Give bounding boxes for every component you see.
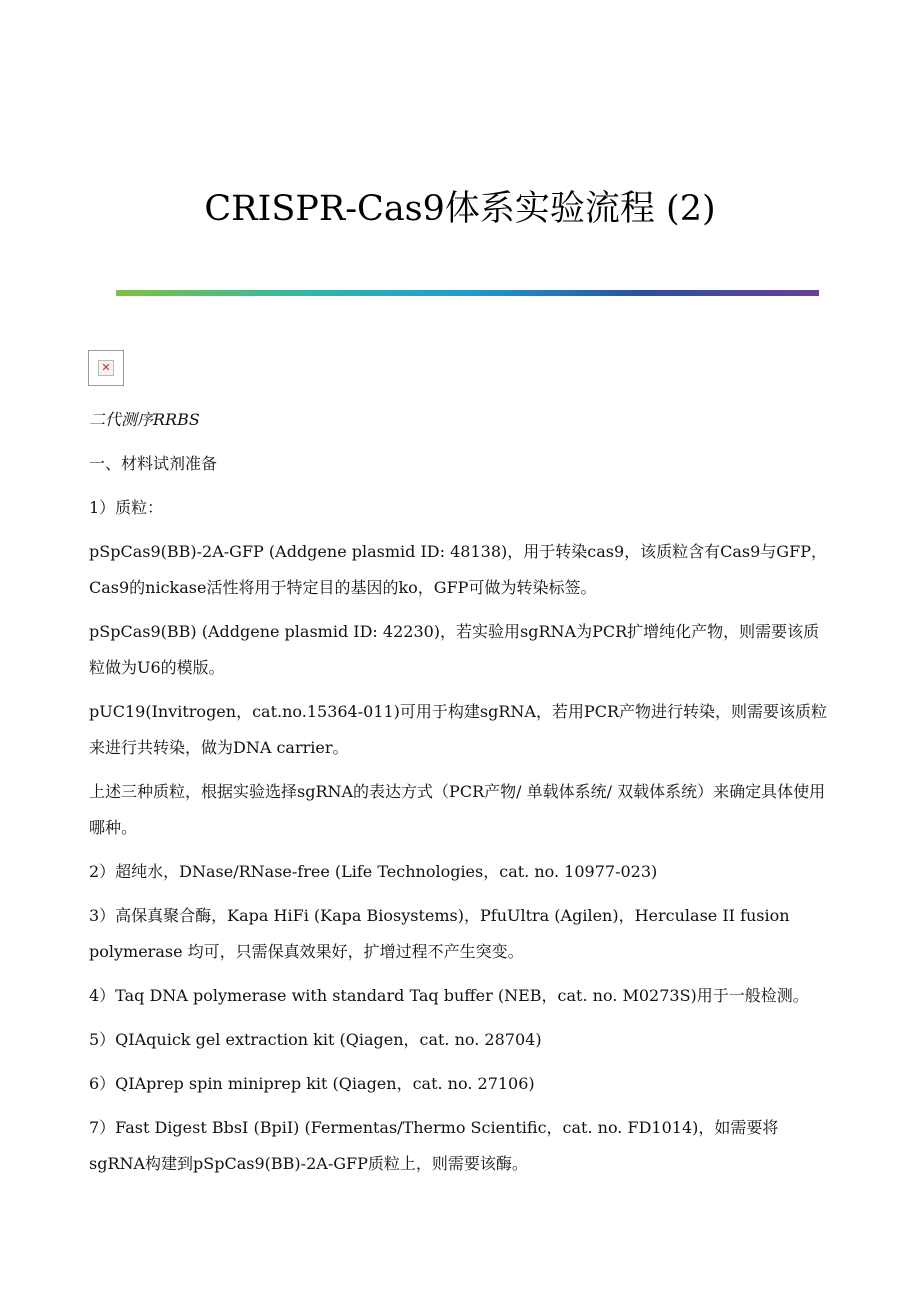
paragraph-gel-extraction: 5）QIAquick gel extraction kit (Qiagen，cat. no. 28704): [89, 1030, 542, 1049]
paragraph-pspcas9-2a-gfp: pSpCas9(BB)-2A-GFP (Addgene plasmid ID: 48138)，用于转染cas9，该质粒含有Cas9与GFP，Cas9的nickase活性将用于特定目的基因的ko，GFP可做为转染标签。: [89, 542, 827, 597]
paragraph-taq: 4）Taq DNA polymerase with standard Taq buffer (NEB，cat. no. M0273S)用于一般检测。: [89, 986, 809, 1005]
paragraph-miniprep: 6）QIAprep spin miniprep kit (Qiagen，cat. no. 27106): [89, 1074, 535, 1093]
paragraph-plasmid-choice: 上述三种质粒，根据实验选择sgRNA的表达方式（PCR产物/ 单载体系统/ 双载体系统）来确定具体使用哪种。: [89, 782, 826, 837]
broken-image-frame: [98, 360, 114, 376]
paragraph-water: 2）超纯水，DNase/RNase-free (Life Technologies，cat. no. 10977-023): [89, 862, 658, 881]
page-title: CRISPR-Cas9体系实验流程 (2): [204, 189, 716, 229]
title-divider: [116, 290, 819, 296]
paragraph-polymerase: 3）高保真聚合酶，Kapa HiFi (Kapa Biosystems)，PfuUltra (Agilen)，Herculase II fusion polymerase 均可，只需保真效果好，扩增过程不产生突变。: [89, 906, 790, 961]
section-subtitle: 二代测序RRBS: [89, 410, 200, 429]
close-icon: ✕: [101, 361, 111, 374]
paragraph-puc19: pUC19(Invitrogen，cat.no.15364-011)可用于构建sgRNA，若用PCR产物进行转染，则需要该质粒来进行共转染，做为DNA carrier。: [89, 702, 828, 757]
document-body: [89, 402, 834, 1190]
paragraph-plasmid-heading: 1）质粒：: [89, 498, 164, 517]
paragraph-pspcas9: pSpCas9(BB) (Addgene plasmid ID: 42230)，若实验用sgRNA为PCR扩增纯化产物，则需要该质粒做为U6的模版。: [89, 622, 820, 677]
paragraph-materials-heading: 一、材料试剂准备: [89, 454, 218, 473]
broken-image-icon: [88, 350, 124, 386]
paragraph-bbsi: 7）Fast Digest BbsI (BpiI) (Fermentas/Thermo Scientific，cat. no. FD1014)，如需要将sgRNA构建到pSpCas9(BB)-2A-GFP质粒上，则需要该酶。: [89, 1118, 779, 1173]
